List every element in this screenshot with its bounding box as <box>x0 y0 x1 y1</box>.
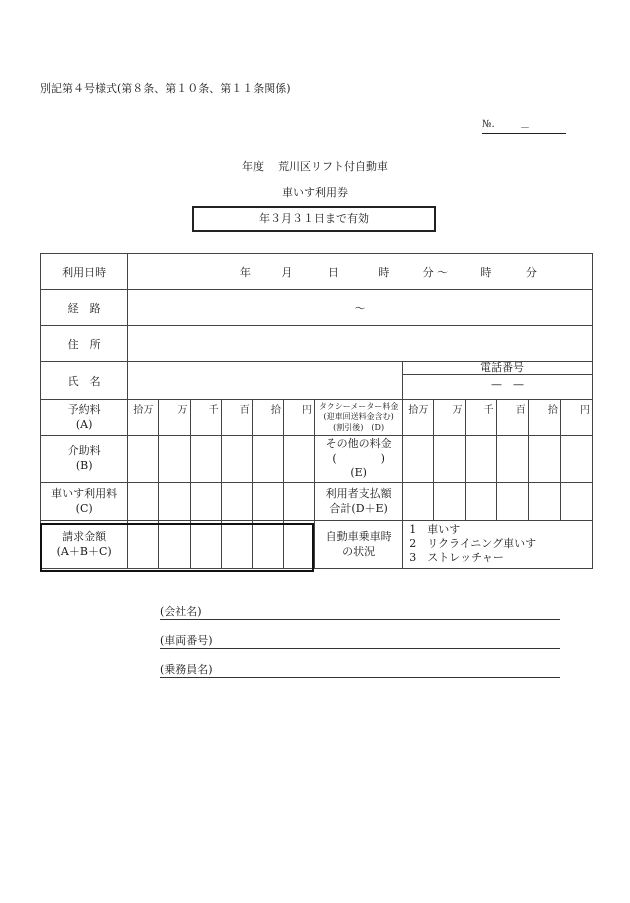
meter-unit-10k[interactable]: 万 <box>434 400 465 436</box>
claim-cell[interactable] <box>221 521 252 569</box>
care-cell[interactable] <box>221 436 252 483</box>
wheelchair-cell[interactable] <box>283 483 314 521</box>
row-reserve <box>41 400 593 436</box>
reserve-unit-100k[interactable]: 拾万 <box>128 400 159 436</box>
status-option-stretcher[interactable]: 3 ストレッチャー <box>409 551 504 564</box>
meter-unit-100k[interactable]: 拾万 <box>403 400 434 436</box>
vehicle-number-line[interactable] <box>160 632 560 649</box>
form-reference: 別記第４号様式(第８条、第１０条、第１１条関係) <box>40 82 291 95</box>
route-label: 経 路 <box>41 290 128 326</box>
date-part-hour: 時 <box>378 265 390 279</box>
user-total-cell[interactable] <box>528 483 560 521</box>
meter-unit-100[interactable]: 百 <box>496 400 528 436</box>
date-part-hour2: 時 <box>480 265 492 279</box>
meter-unit-yen[interactable]: 円 <box>560 400 592 436</box>
address-value[interactable] <box>128 326 593 362</box>
ticket-number-field <box>482 119 566 134</box>
care-cell[interactable] <box>283 436 314 483</box>
date-part-minute-tilde: 分 〜 <box>422 265 449 279</box>
claim-amount-label: 請求金額 (A＋B＋C) <box>41 521 128 569</box>
reserve-unit-100[interactable]: 百 <box>221 400 252 436</box>
crew-name-label: (乗務員名) <box>160 663 213 676</box>
other-cell[interactable] <box>528 436 560 483</box>
care-fee-label: 介助料 (B) <box>41 436 128 483</box>
other-cell[interactable] <box>496 436 528 483</box>
date-part-year: 年 <box>239 265 251 279</box>
user-total-cell[interactable] <box>465 483 496 521</box>
meter-unit-10[interactable]: 拾 <box>528 400 560 436</box>
row-claim <box>41 521 593 569</box>
claim-cell[interactable] <box>128 521 159 569</box>
user-total-cell[interactable] <box>403 483 434 521</box>
reserve-label: 予約料 (A) <box>41 400 128 436</box>
boarding-status-options[interactable] <box>403 521 593 569</box>
boarding-status-label: 自動車乗車時 の状況 <box>314 521 402 569</box>
other-cell[interactable] <box>465 436 496 483</box>
meter-unit-1k[interactable]: 千 <box>465 400 496 436</box>
other-cell[interactable] <box>403 436 434 483</box>
row-address <box>41 326 593 362</box>
claim-cell[interactable] <box>159 521 190 569</box>
validity-box: 年３月３１日まで有効 <box>192 206 436 232</box>
wheelchair-cell[interactable] <box>221 483 252 521</box>
number-dash: － <box>520 123 530 134</box>
meter-fare-label: タクシーメーター料金 (迎車回送料金含む) (割引後) (D) <box>314 400 402 436</box>
phone-cell[interactable] <box>403 362 593 400</box>
phone-label: 電話番号 <box>403 362 592 375</box>
care-cell[interactable] <box>190 436 221 483</box>
reserve-unit-1k[interactable]: 千 <box>190 400 221 436</box>
reserve-unit-10[interactable]: 拾 <box>252 400 283 436</box>
ticket-title <box>0 158 630 174</box>
care-cell[interactable] <box>128 436 159 483</box>
user-total-cell[interactable] <box>434 483 465 521</box>
route-value[interactable]: 〜 <box>128 290 593 326</box>
phone-value: — — <box>491 378 524 391</box>
date-part-minute2: 分 <box>525 265 537 279</box>
reserve-unit-10k[interactable]: 万 <box>159 400 190 436</box>
name-label: 氏 名 <box>41 362 128 400</box>
row-date <box>41 254 593 290</box>
other-cell[interactable] <box>434 436 465 483</box>
other-fee-label: その他の料金 ( ) (E) <box>314 436 402 483</box>
usage-ticket-table <box>40 253 593 569</box>
date-part-day: 日 <box>327 265 339 279</box>
wheelchair-cell[interactable] <box>190 483 221 521</box>
number-label: №. <box>482 119 495 130</box>
wheelchair-cell[interactable] <box>128 483 159 521</box>
claim-cell[interactable] <box>252 521 283 569</box>
row-route <box>41 290 593 326</box>
care-cell[interactable] <box>159 436 190 483</box>
claim-cell[interactable] <box>283 521 314 569</box>
user-total-cell[interactable] <box>496 483 528 521</box>
row-name <box>41 362 593 400</box>
wheelchair-fee-label: 車いす利用料 (C) <box>41 483 128 521</box>
company-name-line[interactable] <box>160 603 560 620</box>
other-cell[interactable] <box>560 436 592 483</box>
row-wheelchair <box>41 483 593 521</box>
date-label: 利用日時 <box>41 254 128 290</box>
user-total-label: 利用者支払額 合計(D＋E) <box>314 483 402 521</box>
fiscal-year-label: 年度 <box>242 160 264 173</box>
user-total-cell[interactable] <box>560 483 592 521</box>
reserve-unit-yen[interactable]: 円 <box>283 400 314 436</box>
address-label: 住 所 <box>41 326 128 362</box>
ticket-subtitle: 車いす利用券 <box>282 186 348 199</box>
vehicle-number-label: (車両番号) <box>160 634 213 647</box>
date-part-month: 月 <box>281 265 293 279</box>
date-value[interactable] <box>128 254 593 290</box>
status-option-wheelchair[interactable]: 1 車いす <box>409 523 461 536</box>
wheelchair-cell[interactable] <box>252 483 283 521</box>
name-value[interactable] <box>128 362 403 400</box>
status-option-reclining[interactable]: 2 リクライニング車いす <box>409 537 537 550</box>
wheelchair-cell[interactable] <box>159 483 190 521</box>
ticket-title-line1: 荒川区リフト付自動車 <box>278 160 388 173</box>
crew-name-line[interactable] <box>160 661 560 678</box>
claim-cell[interactable] <box>190 521 221 569</box>
row-care <box>41 436 593 483</box>
care-cell[interactable] <box>252 436 283 483</box>
company-name-label: (会社名) <box>160 605 202 618</box>
